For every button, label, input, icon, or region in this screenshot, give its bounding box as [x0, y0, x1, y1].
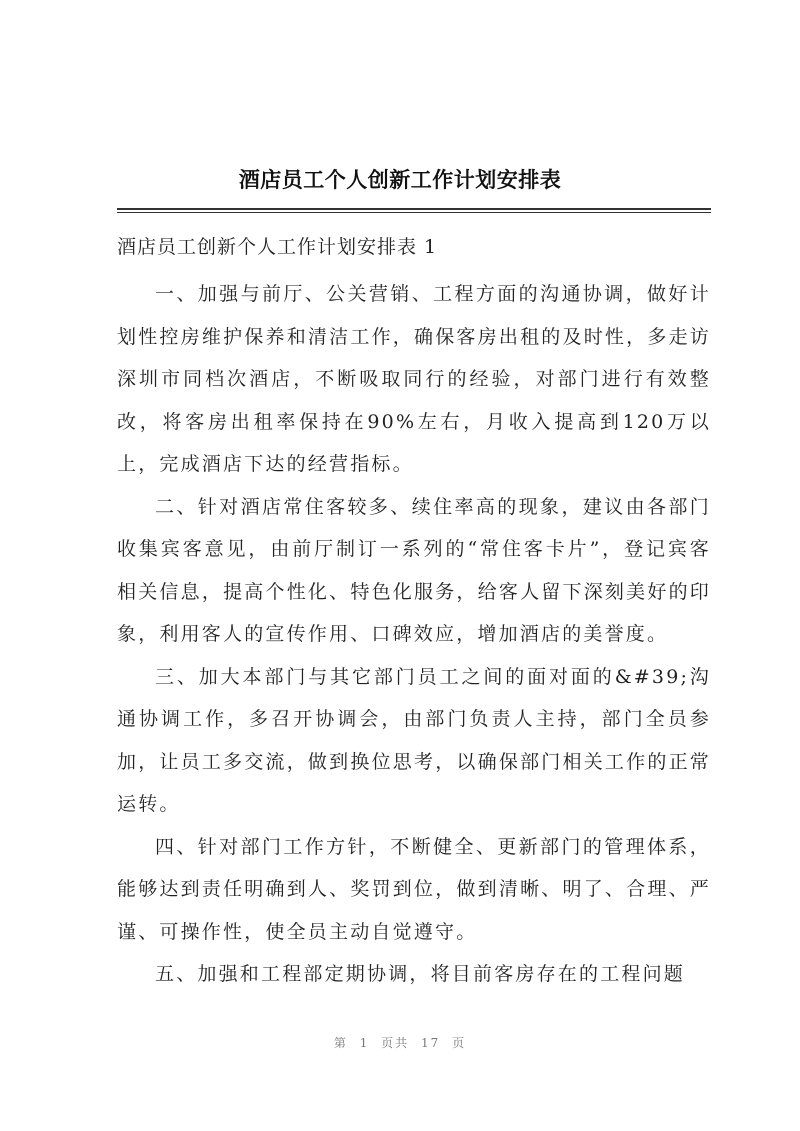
title-divider: [117, 208, 711, 210]
paragraph-2: 二、针对酒店常住客较多、续住率高的现象，建议由各部门收集宾客意见，由前厅制订一系列的“常住客卡片”，登记宾客相关信息，提高个性化、特色化服务，给客人留下深刻美好的印象，利用客人的宣传作用、口碑效应，增加酒店的美誉度。: [117, 495, 711, 645]
page-number: 第 1 页共 17 页: [333, 1036, 467, 1050]
document-title: 酒店员工个人创新工作计划安排表: [238, 167, 562, 192]
paragraph-1: 一、加强与前厅、公关营销、工程方面的沟通协调，做好计划性控房维护保养和清洁工作，确保客房出租的及时性，多走访深圳市同档次酒店，不断吸取同行的经验，对部门进行有效整改，将客房出租率保持在90%左右，月收入提高到120万以上，完成酒店下达的经营指标。: [117, 283, 711, 475]
section-heading: 酒店员工创新个人工作计划安排表 1: [117, 236, 438, 258]
paragraph-4: 四、针对部门工作方针，不断健全、更新部门的管理体系，能够达到责任明确到人、奖罚到位，做到清晰、明了、合理、严谨、可操作性，使全员主动自觉遵守。: [117, 835, 711, 943]
document-body: [117, 273, 711, 996]
paragraph-3: 三、加大本部门与其它部门员工之间的面对面的&#39;沟通协调工作，多召开协调会，由部门负责人主持，部门全员参加，让员工多交流，做到换位思考，以确保部门相关工作的正常运转。: [117, 665, 711, 815]
paragraph-5: 五、加强和工程部定期协调，将目前客房存在的工程问题: [155, 963, 686, 985]
title-divider-thin: [117, 212, 711, 213]
